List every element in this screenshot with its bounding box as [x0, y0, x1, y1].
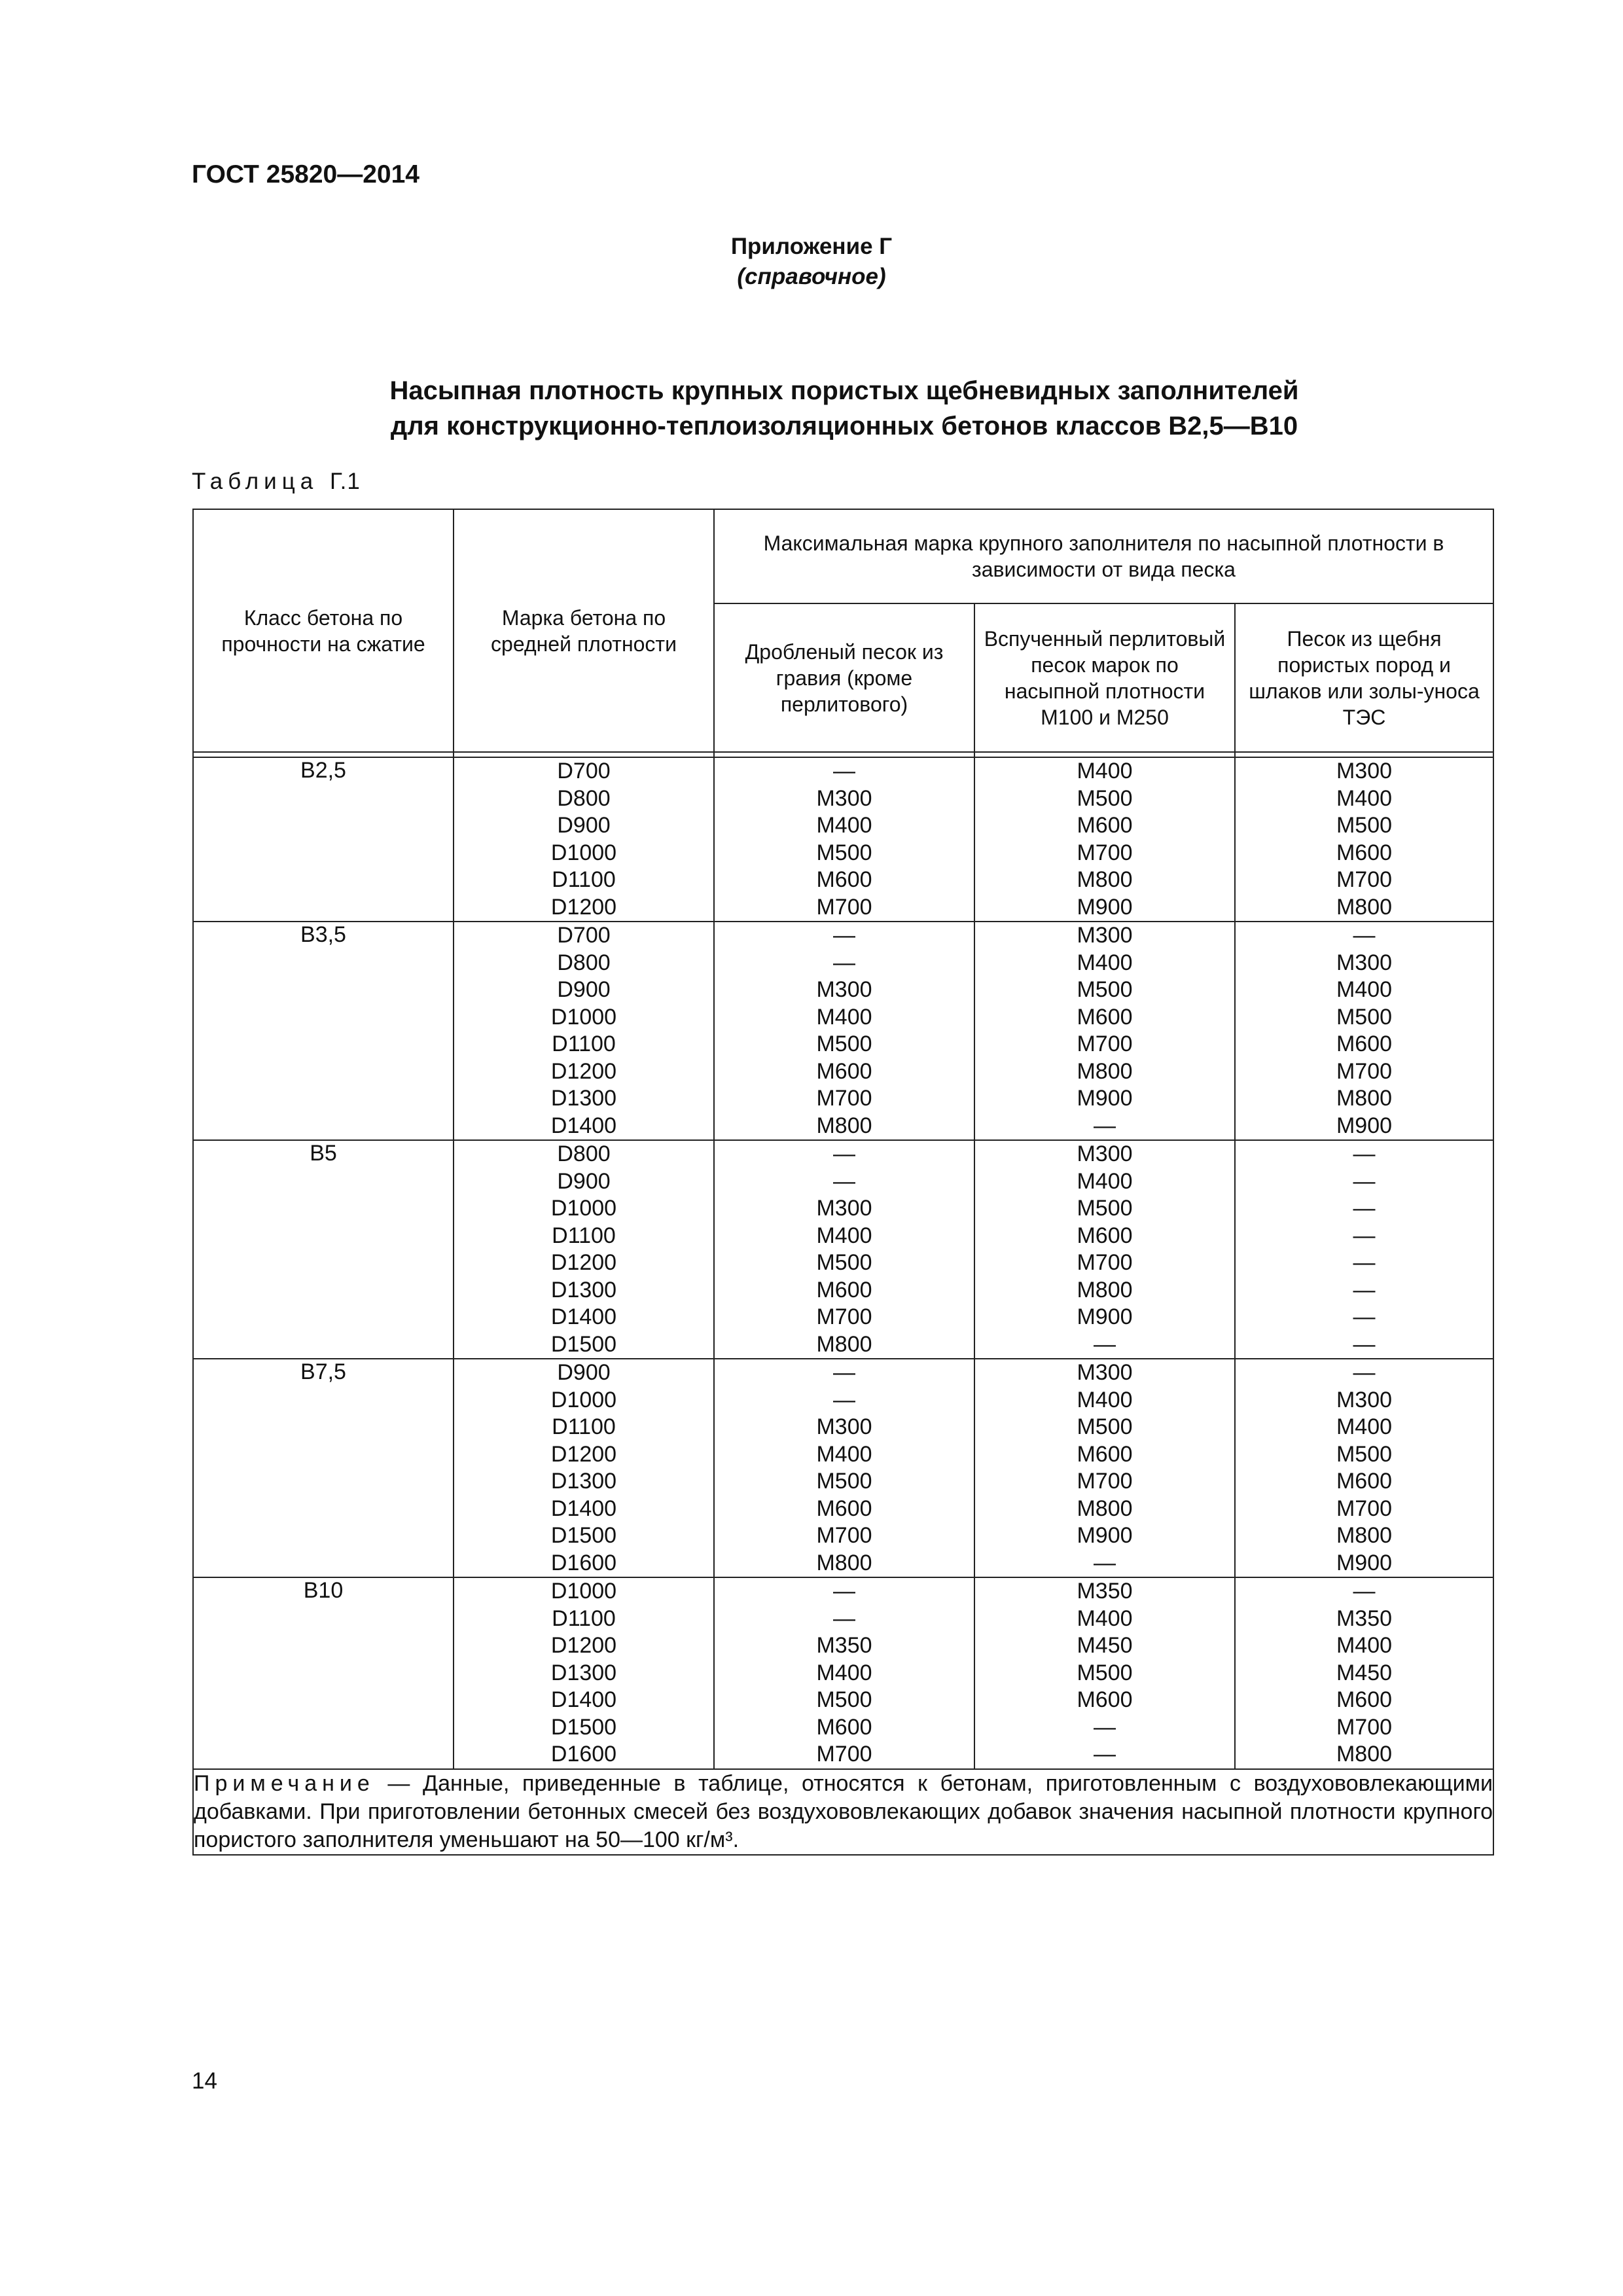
table-row: [193, 1359, 1493, 1577]
density-value: D1000: [550, 1387, 617, 1412]
density-table: [192, 509, 1494, 1856]
perlite-value: —: [1094, 1331, 1116, 1357]
crushed-value: М600: [816, 1714, 872, 1740]
perlite-value: М500: [1077, 1414, 1133, 1439]
porous-value: М400: [1336, 785, 1393, 811]
porous-value: —: [1353, 1360, 1376, 1385]
header-max-grade: Максимальная марка крупного заполнителя по насыпной плотности в зависимости от вида песка: [714, 509, 1493, 603]
crushed-value: М400: [816, 1223, 872, 1248]
density-value: D1300: [550, 1277, 617, 1302]
crushed-value: —: [833, 1605, 855, 1631]
porous-value: М300: [1336, 759, 1393, 783]
table-note: [193, 1769, 1493, 1855]
density-value: D1100: [552, 1031, 616, 1056]
perlite-value: М600: [1077, 813, 1133, 838]
porous-value: М900: [1336, 1113, 1393, 1138]
note-label: Примечание: [194, 1770, 375, 1796]
crushed-cell: [714, 1359, 974, 1577]
density-value: D1400: [550, 1687, 617, 1712]
perlite-value: М400: [1077, 950, 1133, 975]
porous-value: М700: [1336, 1058, 1393, 1084]
header-density: Марка бетона по средней плотности: [454, 509, 714, 752]
perlite-value: М800: [1077, 1277, 1133, 1302]
crushed-value: М350: [816, 1633, 872, 1658]
porous-value: —: [1353, 1223, 1376, 1248]
table-label: [192, 469, 361, 495]
perlite-value: М500: [1077, 1196, 1133, 1221]
density-value: D1400: [550, 1113, 617, 1138]
perlite-value: М500: [1077, 977, 1133, 1002]
density-value: D1000: [550, 1196, 617, 1221]
class-cell: В2,5: [193, 757, 454, 922]
perlite-value: М900: [1077, 1086, 1133, 1111]
crushed-value: М800: [816, 1113, 872, 1138]
crushed-value: —: [833, 923, 855, 948]
table-label-word: Таблица: [192, 469, 319, 494]
density-value: D1100: [552, 867, 616, 892]
perlite-value: М800: [1077, 1058, 1133, 1084]
crushed-value: М400: [816, 813, 872, 838]
porous-value: М500: [1336, 1004, 1393, 1030]
crushed-value: М500: [816, 1687, 872, 1712]
porous-cell: [1235, 922, 1493, 1140]
crushed-value: М400: [816, 1660, 872, 1685]
density-value: D1400: [550, 1304, 617, 1329]
class-cell: В7,5: [193, 1359, 454, 1577]
crushed-value: —: [833, 759, 855, 783]
density-value: D1200: [550, 894, 617, 920]
crushed-cell: [714, 1577, 974, 1769]
perlite-value: М400: [1077, 759, 1133, 783]
density-cell: [454, 922, 714, 1140]
crushed-value: —: [833, 1360, 855, 1385]
porous-value: М500: [1336, 813, 1393, 838]
porous-cell: [1235, 757, 1493, 922]
density-value: D900: [557, 977, 611, 1002]
crushed-value: М500: [816, 1031, 872, 1056]
perlite-value: М700: [1077, 1031, 1133, 1056]
crushed-value: М600: [816, 1496, 872, 1521]
porous-value: —: [1353, 1579, 1376, 1604]
porous-value: М800: [1336, 894, 1393, 920]
perlite-value: М300: [1077, 1360, 1133, 1385]
perlite-value: М600: [1077, 1004, 1133, 1030]
porous-value: —: [1353, 1304, 1376, 1329]
perlite-value: М400: [1077, 1168, 1133, 1194]
crushed-value: —: [833, 1168, 855, 1194]
crushed-value: М500: [816, 840, 872, 865]
porous-value: М600: [1336, 1687, 1393, 1712]
appendix-type: (справочное): [737, 264, 886, 289]
porous-value: М600: [1336, 1469, 1393, 1494]
porous-value: М600: [1336, 840, 1393, 865]
porous-value: М700: [1336, 867, 1393, 892]
perlite-value: М700: [1077, 1250, 1133, 1275]
density-value: D800: [557, 1141, 611, 1166]
header-perlite-sand: Вспученный перлитовый песок марок по насыпной плотности М100 и М250: [974, 603, 1235, 752]
header-porous-sand: Песок из щебня пористых пород и шлаков или золы-уноса ТЭС: [1235, 603, 1493, 752]
crushed-value: М300: [816, 1414, 872, 1439]
density-value: D1000: [550, 1579, 617, 1604]
perlite-value: —: [1094, 1113, 1116, 1138]
crushed-cell: [714, 1140, 974, 1359]
table-label-number: Г.1: [329, 469, 361, 494]
porous-value: М450: [1336, 1660, 1393, 1685]
crushed-value: М500: [816, 1250, 872, 1275]
appendix-title: Приложение Г: [730, 234, 893, 259]
density-cell: [454, 1359, 714, 1577]
perlite-value: М300: [1077, 923, 1133, 948]
density-cell: [454, 757, 714, 922]
perlite-value: М900: [1077, 1304, 1133, 1329]
crushed-value: М600: [816, 1058, 872, 1084]
porous-cell: [1235, 1140, 1493, 1359]
perlite-value: —: [1094, 1714, 1116, 1740]
density-value: D700: [557, 923, 611, 948]
document-header: ГОСТ 25820—2014: [192, 160, 419, 188]
perlite-cell: [974, 1577, 1235, 1769]
perlite-cell: [974, 922, 1235, 1140]
class-cell: В5: [193, 1140, 454, 1359]
perlite-value: М400: [1077, 1605, 1133, 1631]
density-value: D1300: [550, 1086, 617, 1111]
porous-value: —: [1353, 923, 1376, 948]
density-value: D1200: [550, 1441, 617, 1467]
crushed-value: —: [833, 1141, 855, 1166]
table-row: [193, 1577, 1493, 1769]
density-cell: [454, 1140, 714, 1359]
porous-value: М400: [1336, 1633, 1393, 1658]
crushed-value: М300: [816, 977, 872, 1002]
density-value: D1200: [550, 1058, 617, 1084]
density-value: D1100: [552, 1414, 616, 1439]
crushed-value: —: [833, 1387, 855, 1412]
header-separator: [193, 752, 1493, 757]
density-value: D800: [557, 785, 611, 811]
perlite-value: —: [1094, 1742, 1116, 1767]
porous-value: М600: [1336, 1031, 1393, 1056]
perlite-value: —: [1094, 1550, 1116, 1575]
perlite-value: М600: [1077, 1441, 1133, 1467]
crushed-value: —: [833, 950, 855, 975]
crushed-value: М800: [816, 1331, 872, 1357]
perlite-value: М600: [1077, 1223, 1133, 1248]
perlite-value: М350: [1077, 1579, 1133, 1604]
porous-cell: [1235, 1359, 1493, 1577]
density-cell: [454, 1577, 714, 1769]
density-value: D800: [557, 950, 611, 975]
porous-value: М350: [1336, 1605, 1393, 1631]
porous-value: М900: [1336, 1550, 1393, 1575]
porous-value: —: [1353, 1168, 1376, 1194]
porous-value: —: [1353, 1250, 1376, 1275]
density-value: D1300: [550, 1469, 617, 1494]
perlite-value: М450: [1077, 1633, 1133, 1658]
porous-value: М800: [1336, 1742, 1393, 1767]
perlite-value: М800: [1077, 1496, 1133, 1521]
crushed-value: М500: [816, 1469, 872, 1494]
crushed-cell: [714, 757, 974, 922]
density-value: D900: [557, 1168, 611, 1194]
perlite-cell: [974, 757, 1235, 922]
table-body: [193, 757, 1493, 1769]
porous-value: М300: [1336, 1387, 1393, 1412]
density-value: D1000: [550, 840, 617, 865]
perlite-value: М400: [1077, 1387, 1133, 1412]
crushed-value: М600: [816, 1277, 872, 1302]
crushed-value: М400: [816, 1441, 872, 1467]
crushed-value: М600: [816, 867, 872, 892]
perlite-value: М500: [1077, 785, 1133, 811]
porous-value: М700: [1336, 1714, 1393, 1740]
porous-value: —: [1353, 1277, 1376, 1302]
table-header: [193, 509, 1493, 757]
density-value: D1500: [550, 1331, 617, 1357]
porous-value: —: [1353, 1196, 1376, 1221]
header-class: Класс бетона по прочности на сжатие: [193, 509, 454, 752]
density-value: D1600: [550, 1550, 617, 1575]
porous-value: —: [1353, 1331, 1376, 1357]
density-value: D1200: [550, 1250, 617, 1275]
perlite-value: М800: [1077, 867, 1133, 892]
crushed-value: М700: [816, 1742, 872, 1767]
note-text: — Данные, приведенные в таблице, относятся к бетонам, приготовленным с воздухововлекающими добавками. При приготовлении бетонных смесей без воздухововлекающих добавок значения насыпной плотности крупного пористого заполнителя уменьшают на 50—100 кг/м³.: [194, 1770, 1493, 1852]
perlite-value: М700: [1077, 840, 1133, 865]
crushed-value: М700: [816, 1523, 872, 1548]
density-value: D1200: [550, 1633, 617, 1658]
porous-value: М700: [1336, 1496, 1393, 1521]
table-row: [193, 757, 1493, 922]
porous-value: М400: [1336, 977, 1393, 1002]
crushed-value: М800: [816, 1550, 872, 1575]
porous-value: М300: [1336, 950, 1393, 975]
crushed-value: М700: [816, 1086, 872, 1111]
perlite-value: М500: [1077, 1660, 1133, 1685]
perlite-value: М300: [1077, 1141, 1133, 1166]
page-number: 14: [192, 2068, 217, 2094]
density-value: D1300: [550, 1660, 617, 1685]
class-cell: В3,5: [193, 922, 454, 1140]
header-crushed-sand: Дробленый песок из гравия (кроме перлитового): [714, 603, 974, 752]
perlite-value: М600: [1077, 1687, 1133, 1712]
appendix-heading: [0, 232, 1623, 292]
perlite-value: М900: [1077, 894, 1133, 920]
perlite-cell: [974, 1359, 1235, 1577]
density-value: D1500: [550, 1714, 617, 1740]
table-row: [193, 1140, 1493, 1359]
porous-value: М800: [1336, 1086, 1393, 1111]
density-value: D1100: [552, 1605, 616, 1631]
document-title-line1: Насыпная плотность крупных пористых щебневидных заполнителей: [389, 376, 1299, 405]
crushed-cell: [714, 922, 974, 1140]
table-row: [193, 922, 1493, 1140]
porous-cell: [1235, 1577, 1493, 1769]
density-value: D1600: [550, 1742, 617, 1767]
density-value: D1500: [550, 1523, 617, 1548]
crushed-value: М300: [816, 785, 872, 811]
perlite-value: М900: [1077, 1523, 1133, 1548]
density-value: D1100: [552, 1223, 616, 1248]
crushed-value: М700: [816, 894, 872, 920]
crushed-value: —: [833, 1579, 855, 1604]
class-cell: В10: [193, 1577, 454, 1769]
porous-value: —: [1353, 1141, 1376, 1166]
porous-value: М800: [1336, 1523, 1393, 1548]
perlite-cell: [974, 1140, 1235, 1359]
perlite-value: М700: [1077, 1469, 1133, 1494]
density-value: D900: [557, 1360, 611, 1385]
document-title: [0, 373, 1623, 444]
density-value: D1000: [550, 1004, 617, 1030]
porous-value: М400: [1336, 1414, 1393, 1439]
crushed-value: М400: [816, 1004, 872, 1030]
density-value: D1400: [550, 1496, 617, 1521]
crushed-value: М300: [816, 1196, 872, 1221]
density-value: D700: [557, 759, 611, 783]
density-value: D900: [557, 813, 611, 838]
porous-value: М500: [1336, 1441, 1393, 1467]
crushed-value: М700: [816, 1304, 872, 1329]
document-title-line2: для конструкционно-теплоизоляционных бетонов классов В2,5—В10: [390, 412, 1298, 440]
